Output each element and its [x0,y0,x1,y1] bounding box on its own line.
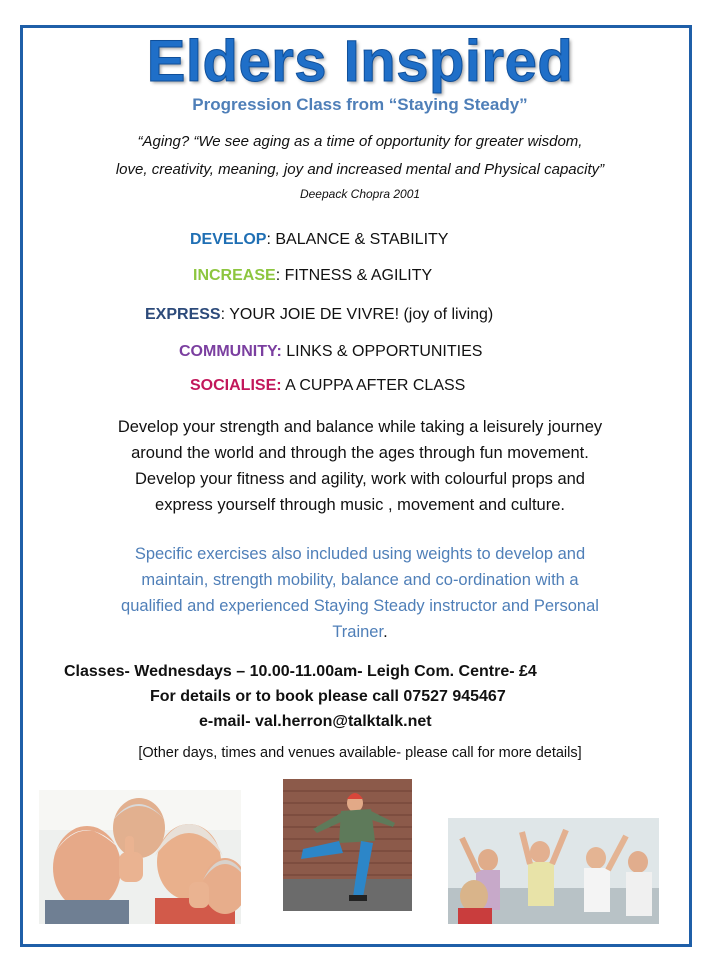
description-line: around the world and through the ages through fun movement. [131,444,589,462]
description-paragraph [40,414,680,518]
description-line: Develop your strength and balance while taking a leisurely journey [117,418,603,436]
point-text: : BALANCE & STABILITY [266,231,449,248]
elderly-group-thumbs-up-photo [39,790,241,924]
description-line: Develop your fitness and agility, work with colourful props and [134,470,585,488]
point-keyword: EXPRESS [145,306,221,323]
point-text: : YOUR JOIE DE VIVRE! (joy of living) [220,306,494,323]
point-develop [190,231,448,249]
page-title: Elders Inspired [146,29,574,94]
point-socialise [190,377,465,395]
contact-email: e-mail- val.herron@talktalk.net [199,713,432,730]
exercises-line: qualified and experienced Staying Steady instructor and Personal [121,597,599,615]
exercises-line: Specific exercises also included using weights to develop and [134,545,586,563]
quote-line-2: love, creativity, meaning, joy and increased mental and Physical capacity” [115,161,605,178]
quote-line-1: “Aging? “We see aging as a time of opportunity for greater wisdom, [137,133,583,150]
point-keyword: DEVELOP [190,231,267,248]
point-text: LINKS & OPPORTUNITIES [281,343,483,360]
point-text: : FITNESS & AGILITY [275,267,433,284]
point-keyword: SOCIALISE: [190,377,282,394]
seniors-exercise-class-photo [448,818,659,924]
exercises-line: maintain, strength mobility, balance and co-ordination with a [141,571,579,589]
exercises-paragraph [40,541,680,645]
point-increase [193,267,432,285]
class-schedule: Classes- Wednesdays – 10.00-11.00am- Leigh Com. Centre- £4 [64,663,537,680]
point-community [179,343,482,361]
point-express [145,306,493,324]
other-availability-note: [Other days, times and venues available- please call for more details] [138,745,582,761]
exercises-line: Trainer. [332,623,388,641]
description-line: express yourself through music , movement and culture. [155,496,565,514]
point-keyword: INCREASE [193,267,276,284]
dancing-woman-photo [283,779,412,911]
booking-phone: For details or to book please call 07527 945467 [150,688,506,705]
point-keyword: COMMUNITY: [179,343,282,360]
point-text: A CUPPA AFTER CLASS [281,377,466,394]
quote-author: Deepack Chopra 2001 [299,187,421,201]
subtitle: Progression Class from “Staying Steady” [192,95,528,114]
